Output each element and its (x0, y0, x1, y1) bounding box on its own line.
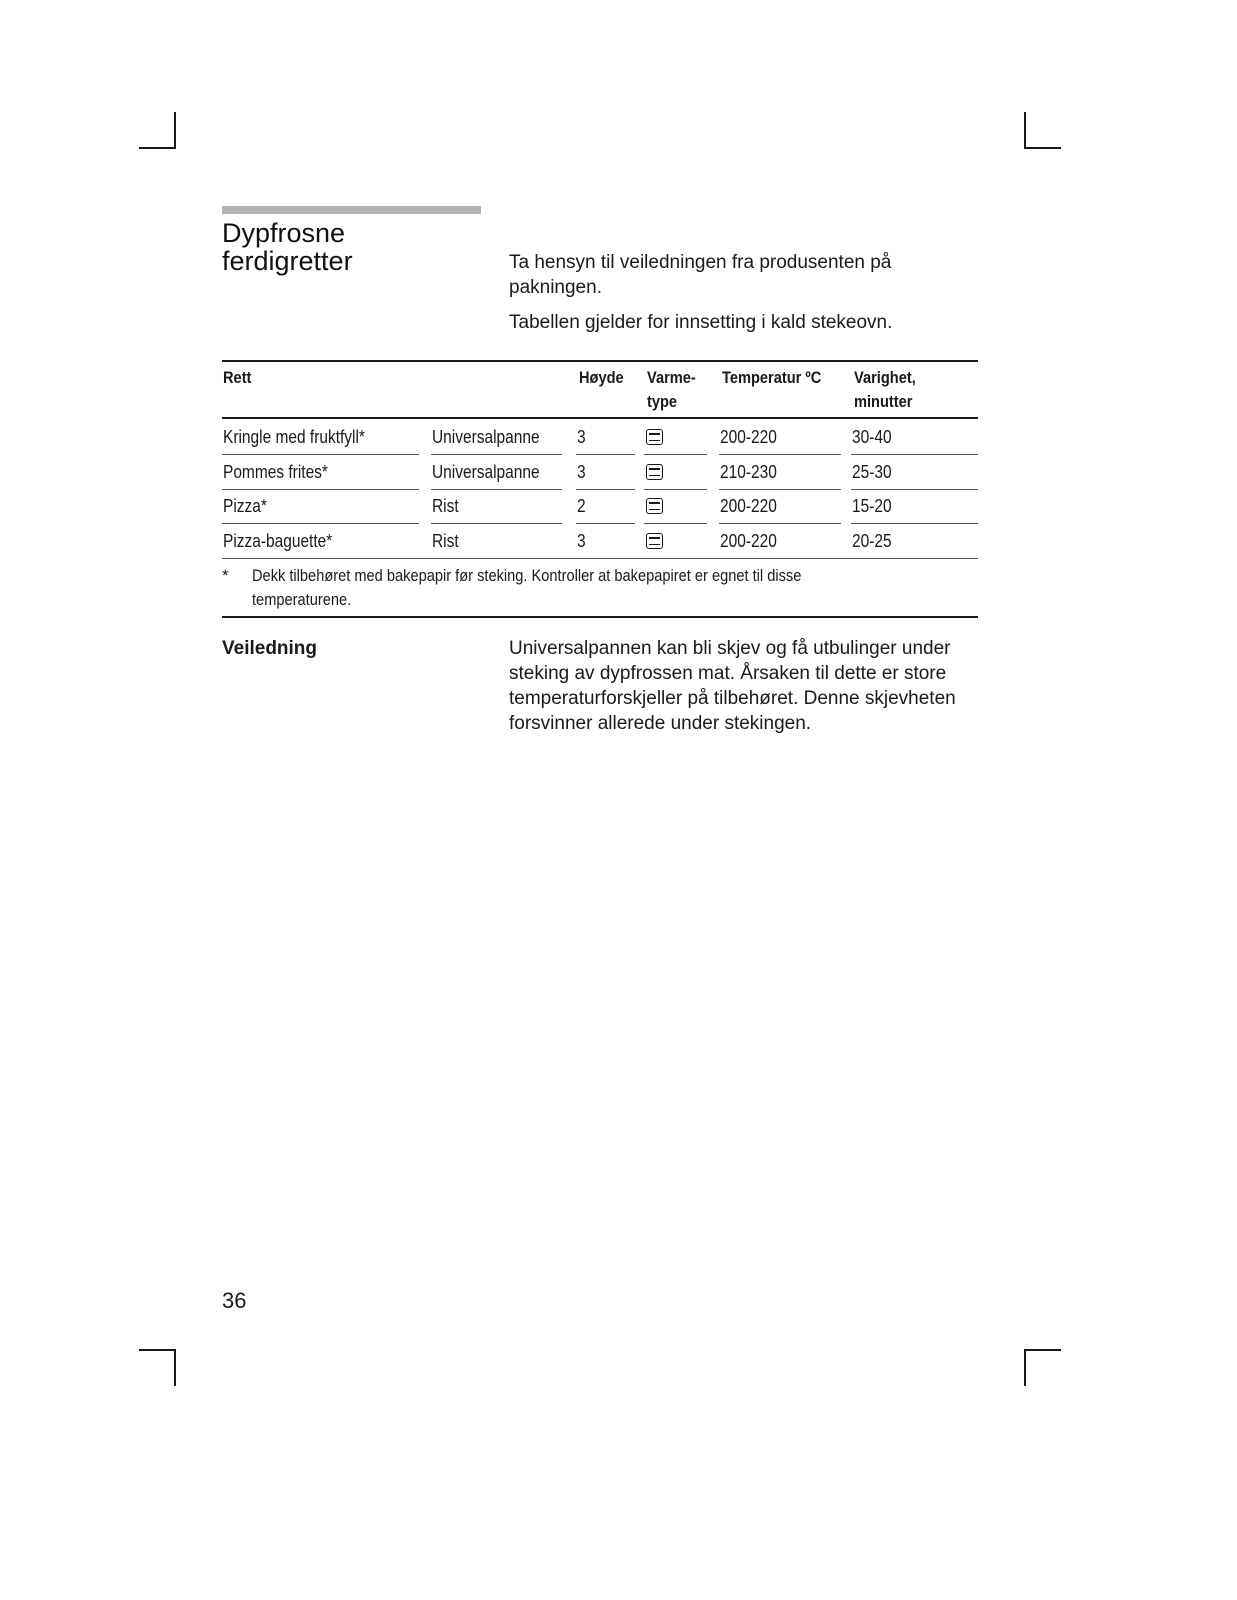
table-bottom-rule (222, 616, 978, 618)
table-body-rule (222, 558, 978, 559)
dish-name: Pommes frites* (223, 462, 328, 482)
intro-text (509, 250, 979, 345)
cell-dish (222, 421, 419, 455)
cell-accessory (431, 421, 562, 455)
intro-paragraph: Tabellen gjelder for innsetting i kald stekeovn. (509, 312, 893, 333)
header-duration (854, 366, 916, 414)
accessory-name: Rist (432, 531, 459, 551)
footnote-marker: * (222, 566, 229, 585)
cell-temperature (719, 456, 841, 490)
cell-heat-type (644, 490, 707, 524)
section-bar (222, 206, 481, 214)
cell-height (576, 421, 635, 455)
accessory-name: Universalpanne (432, 462, 540, 482)
height-value: 2 (577, 496, 586, 516)
header-heat-type-line1: Varme- (647, 368, 696, 387)
temperature-value: 210-230 (720, 462, 777, 482)
table-row (222, 490, 978, 524)
top-bottom-heat-icon (646, 464, 663, 480)
table-row (222, 525, 978, 559)
temperature-value: 200-220 (720, 531, 777, 551)
dish-name: Pizza* (223, 496, 267, 516)
top-bottom-heat-icon (646, 498, 663, 514)
cell-accessory (431, 525, 562, 559)
top-bottom-heat-icon (646, 429, 663, 445)
temperature-value: 200-220 (720, 427, 777, 447)
cell-heat-type (644, 421, 707, 455)
header-temperature: Temperatur ºC (722, 368, 822, 387)
height-value: 3 (577, 462, 586, 482)
header-height: Høyde (579, 368, 624, 387)
header-dish: Rett (223, 368, 252, 387)
table-row (222, 421, 978, 455)
header-duration-line1: Varighet, (854, 368, 916, 387)
table-row (222, 456, 978, 490)
cell-temperature (719, 421, 841, 455)
dish-name: Pizza-baguette* (223, 531, 333, 551)
duration-value: 20-25 (852, 531, 892, 551)
accessory-name: Universalpanne (432, 427, 540, 447)
cell-dish (222, 525, 419, 559)
table-top-rule (222, 360, 978, 362)
cell-height (576, 525, 635, 559)
cell-height (576, 490, 635, 524)
page-number: 36 (222, 1288, 247, 1313)
section-title (222, 219, 482, 275)
cell-dish (222, 456, 419, 490)
footnote-line2: temperaturene. (252, 590, 352, 609)
duration-value: 25-30 (852, 462, 892, 482)
top-bottom-heat-icon (646, 533, 663, 549)
header-heat-type-line2: type (647, 392, 678, 411)
accessory-name: Rist (432, 496, 459, 516)
header-heat-type (647, 366, 696, 414)
cell-dish (222, 490, 419, 524)
height-value: 3 (577, 531, 586, 551)
section-title-line2: ferdigretter (222, 246, 353, 276)
temperature-value: 200-220 (720, 496, 777, 516)
cell-temperature (719, 490, 841, 524)
cell-temperature (719, 525, 841, 559)
cell-duration (851, 490, 978, 524)
cell-accessory (431, 490, 562, 524)
cell-duration (851, 456, 978, 490)
footnote-line1: Dekk tilbehøret med bakepapir før steking. Kontroller at bakepapiret er egnet til disse (252, 566, 802, 585)
cell-heat-type (644, 525, 707, 559)
height-value: 3 (577, 427, 586, 447)
note-label: Veiledning (222, 638, 318, 659)
header-duration-line2: minutter (854, 392, 913, 411)
cell-duration (851, 525, 978, 559)
dish-name: Kringle med fruktfyll* (223, 427, 365, 447)
note-text: Universalpannen kan bli skjev og få utbulinger under steking av dypfrossen mat. Årsaken til dette er store temperaturforskjeller på tilbehøret. Denne skjevheten forsvinner allerede under stekingen. (509, 638, 956, 734)
cell-height (576, 456, 635, 490)
cell-duration (851, 421, 978, 455)
table-header-rule (222, 417, 978, 419)
footnote-text (252, 564, 992, 612)
duration-value: 15-20 (852, 496, 892, 516)
cell-accessory (431, 456, 562, 490)
duration-value: 30-40 (852, 427, 892, 447)
cell-heat-type (644, 456, 707, 490)
intro-paragraph: Ta hensyn til veiledningen fra produsenten på pakningen. (509, 252, 892, 298)
section-title-line1: Dypfrosne (222, 218, 346, 248)
